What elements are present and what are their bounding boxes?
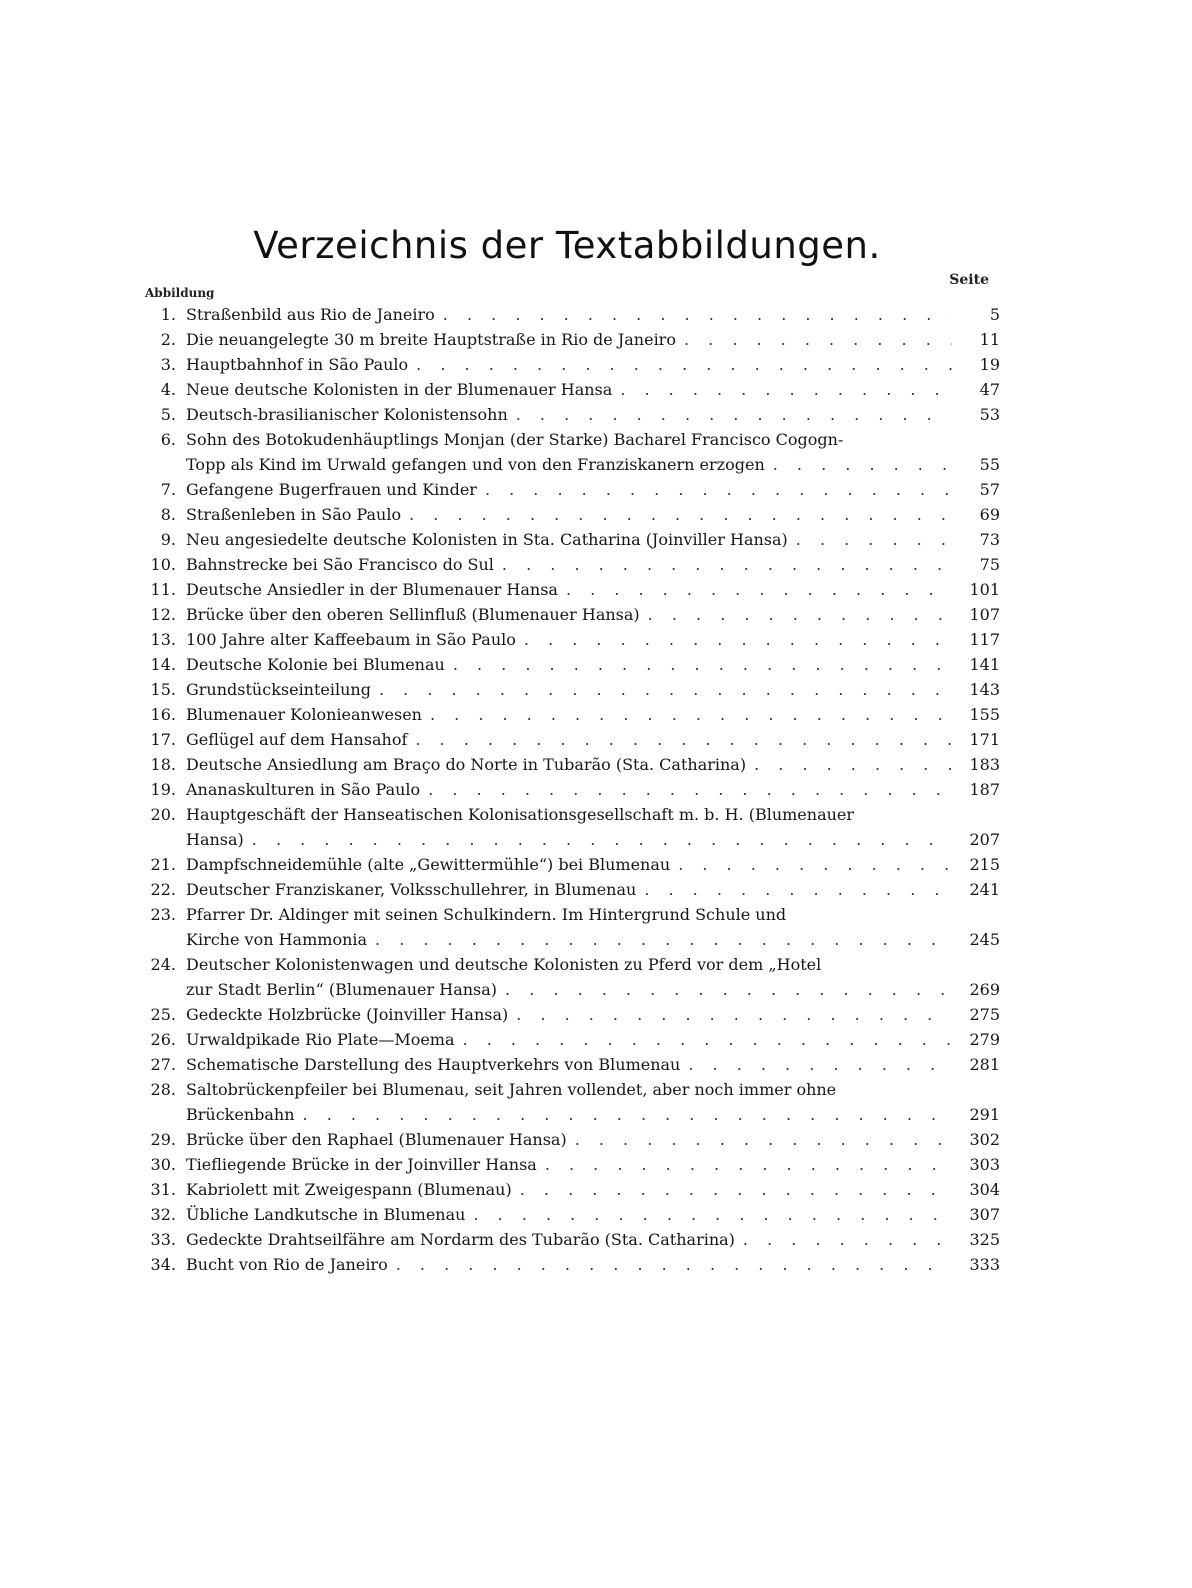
- page-number: 275: [969, 1005, 1000, 1024]
- page-number: 303: [969, 1155, 1000, 1174]
- list-item: [128, 402, 1000, 427]
- figure-caption-row: [186, 777, 1000, 802]
- figure-caption-row: [186, 1202, 1000, 1227]
- figure-number: 34.: [150, 1255, 176, 1274]
- figure-number: 8.: [160, 505, 176, 524]
- dot-leader: [620, 377, 952, 402]
- list-item: [128, 502, 1000, 527]
- figure-caption-row: [186, 1027, 1000, 1052]
- figure-number: 30.: [150, 1155, 176, 1174]
- figure-number: 29.: [150, 1130, 176, 1149]
- column-header-abbildung: Abbildung: [145, 286, 215, 300]
- page-number: 281: [969, 1055, 1000, 1074]
- figure-caption: Schematische Darstellung des Hauptverkehrs von Blumenau: [186, 1055, 681, 1074]
- dot-leader: [409, 502, 952, 527]
- figure-number: 11.: [150, 580, 176, 599]
- figure-caption: Deutsch-brasilianischer Kolonistensohn: [186, 405, 508, 424]
- page-number: 241: [969, 880, 1000, 899]
- figure-number: 2.: [160, 330, 176, 349]
- list-item: [128, 302, 1000, 327]
- list-item: [128, 327, 1000, 352]
- figure-caption-line: Sohn des Botokudenhäuptlings Monjan (der Starke) Bacharel Francisco Cogogn-: [186, 430, 844, 449]
- figure-number: 28.: [150, 1080, 176, 1099]
- figure-number: 14.: [150, 655, 176, 674]
- figure-caption-row: [186, 1252, 1000, 1277]
- figure-caption: zur Stadt Berlin“ (Blumenauer Hansa): [186, 980, 498, 999]
- dot-leader: [566, 577, 952, 602]
- page-number: 75: [979, 555, 1000, 574]
- figure-caption: 100 Jahre alter Kaffeebaum in São Paulo: [186, 630, 516, 649]
- figure-caption-row: [186, 827, 1000, 852]
- figure-caption-row: [186, 677, 1000, 702]
- figure-caption: Hansa): [186, 830, 244, 849]
- figure-caption-row: [186, 602, 1000, 627]
- column-header-seite: Seite: [949, 272, 989, 288]
- figure-number: 32.: [150, 1205, 176, 1224]
- figure-number: 19.: [150, 780, 176, 799]
- figure-caption: Gedeckte Holzbrücke (Joinviller Hansa): [186, 1005, 509, 1024]
- list-item: [128, 352, 1000, 377]
- figure-caption: Deutsche Ansiedler in der Blumenauer Hansa: [186, 580, 558, 599]
- page-number: 53: [979, 405, 1000, 424]
- page-number: 107: [969, 605, 1000, 624]
- figure-caption-row: [186, 627, 1000, 652]
- page-number: 5: [989, 305, 1000, 324]
- figure-caption: Deutscher Franziskaner, Volksschullehrer, in Blumenau: [186, 880, 637, 899]
- dot-leader: [648, 602, 952, 627]
- dot-leader: [516, 1002, 952, 1027]
- figure-caption: Straßenbild aus Rio de Janeiro: [186, 305, 435, 324]
- figure-caption: Deutsche Kolonie bei Blumenau: [186, 655, 445, 674]
- figure-caption-row: [186, 702, 1000, 727]
- dot-leader: [520, 1177, 952, 1202]
- list-item: [128, 577, 1000, 602]
- figure-caption-row: [186, 302, 1000, 327]
- figure-number: 25.: [150, 1005, 176, 1024]
- figure-caption-row: [186, 977, 1000, 1002]
- figure-number: 10.: [150, 555, 176, 574]
- page-number: 73: [979, 530, 1000, 549]
- figure-caption: Geflügel auf dem Hansahof: [186, 730, 408, 749]
- figure-number: 7.: [160, 480, 176, 499]
- dot-leader: [252, 827, 952, 852]
- page-number: 141: [969, 655, 1000, 674]
- list-item: [128, 1127, 1000, 1152]
- dot-leader: [773, 452, 952, 477]
- dot-leader: [453, 652, 952, 677]
- figure-number: 23.: [150, 905, 176, 924]
- figure-number: 4.: [160, 380, 176, 399]
- list-item: [128, 752, 1000, 777]
- list-item: [128, 952, 1000, 1002]
- figure-caption: Bucht von Rio de Janeiro: [186, 1255, 388, 1274]
- list-item: [128, 552, 1000, 577]
- dot-leader: [754, 752, 952, 777]
- list-item: [128, 627, 1000, 652]
- page-number: 143: [969, 680, 1000, 699]
- page-number: 183: [969, 755, 1000, 774]
- list-item: [128, 377, 1000, 402]
- figure-caption: Neue deutsche Kolonisten in der Blumenauer Hansa: [186, 380, 613, 399]
- page-number: 69: [979, 505, 1000, 524]
- figure-number: 12.: [150, 605, 176, 624]
- dot-leader: [416, 352, 952, 377]
- page-number: 245: [969, 930, 1000, 949]
- list-item: [128, 1152, 1000, 1177]
- figure-number: 27.: [150, 1055, 176, 1074]
- figure-caption-row: [186, 352, 1000, 377]
- list-item: [128, 702, 1000, 727]
- figure-number: 17.: [150, 730, 176, 749]
- dot-leader: [428, 777, 952, 802]
- figure-caption: Deutsche Ansiedlung am Braço do Norte in Tubarão (Sta. Catharina): [186, 755, 747, 774]
- list-item: [128, 1027, 1000, 1052]
- figure-number: 31.: [150, 1180, 176, 1199]
- figure-caption: Brücke über den Raphael (Blumenauer Hansa): [186, 1130, 567, 1149]
- list-item: [128, 1227, 1000, 1252]
- page-number: 187: [969, 780, 1000, 799]
- figure-caption-row: [186, 1177, 1000, 1202]
- page-number: 207: [969, 830, 1000, 849]
- figure-caption: Blumenauer Kolonieanwesen: [186, 705, 422, 724]
- list-item: [128, 902, 1000, 952]
- figure-caption-row: [186, 402, 1000, 427]
- figure-caption-row: [186, 852, 1000, 877]
- figure-number: 3.: [160, 355, 176, 374]
- page-number: 171: [969, 730, 1000, 749]
- dot-leader: [743, 1227, 952, 1252]
- page-number: 101: [969, 580, 1000, 599]
- page-number: 11: [979, 330, 1000, 349]
- list-item: [128, 652, 1000, 677]
- dot-leader: [516, 402, 952, 427]
- dot-leader: [505, 977, 952, 1002]
- figure-caption: Tiefliegende Brücke in der Joinviller Hansa: [186, 1155, 537, 1174]
- page-title: Verzeichnis der Textabbildungen.: [253, 224, 881, 267]
- figure-number: 18.: [150, 755, 176, 774]
- page-number: 333: [969, 1255, 1000, 1274]
- dot-leader: [684, 327, 952, 352]
- figure-caption: Übliche Landkutsche in Blumenau: [186, 1205, 466, 1224]
- page-number: 117: [969, 630, 1000, 649]
- figure-caption: Ananaskulturen in São Paulo: [186, 780, 421, 799]
- page-number: 155: [969, 705, 1000, 724]
- list-item: [128, 677, 1000, 702]
- page-number: 269: [969, 980, 1000, 999]
- figure-caption-row: [186, 452, 1000, 477]
- dot-leader: [303, 1102, 952, 1127]
- figure-caption-row: [186, 1052, 1000, 1077]
- page-number: 325: [969, 1230, 1000, 1249]
- figure-caption-row: [186, 877, 1000, 902]
- dot-leader: [443, 302, 952, 327]
- list-item: [128, 427, 1000, 477]
- dot-leader: [545, 1152, 952, 1177]
- dot-leader: [796, 527, 952, 552]
- figure-number: 21.: [150, 855, 176, 874]
- list-item: [128, 1252, 1000, 1277]
- list-item: [128, 1177, 1000, 1202]
- figure-caption-row: [186, 527, 1000, 552]
- figure-number: 9.: [160, 530, 176, 549]
- figure-number: 26.: [150, 1030, 176, 1049]
- figure-caption: Topp als Kind im Urwald gefangen und von den Franziskanern erzogen: [186, 455, 765, 474]
- figure-caption: Brückenbahn: [186, 1105, 295, 1124]
- figure-caption-row: [186, 327, 1000, 352]
- figure-caption-row: [186, 1127, 1000, 1152]
- page-number: 57: [979, 480, 1000, 499]
- list-item: [128, 602, 1000, 627]
- dot-leader: [644, 877, 952, 902]
- figure-caption-row: [186, 1102, 1000, 1127]
- dot-leader: [473, 1202, 952, 1227]
- figure-number: 24.: [150, 955, 176, 974]
- figure-caption: Bahnstrecke bei São Francisco do Sul: [186, 555, 494, 574]
- page-number: 291: [969, 1105, 1000, 1124]
- figure-caption: Gefangene Bugerfrauen und Kinder: [186, 480, 477, 499]
- figure-caption-line: Deutscher Kolonistenwagen und deutsche Kolonisten zu Pferd vor dem „Hotel: [186, 955, 822, 974]
- figure-caption-row: [186, 552, 1000, 577]
- dot-leader: [379, 677, 952, 702]
- dot-leader: [688, 1052, 952, 1077]
- page-number: 215: [969, 855, 1000, 874]
- dot-leader: [375, 927, 952, 952]
- figure-caption: Grundstückseinteilung: [186, 680, 371, 699]
- figure-caption: Straßenleben in São Paulo: [186, 505, 402, 524]
- figure-caption: Gedeckte Drahtseilfähre am Nordarm des Tubarão (Sta. Catharina): [186, 1230, 735, 1249]
- figure-number: 5.: [160, 405, 176, 424]
- figure-caption: Neu angesiedelte deutsche Kolonisten in Sta. Catharina (Joinviller Hansa): [186, 530, 788, 549]
- figure-caption-row: [186, 577, 1000, 602]
- page-number: 19: [979, 355, 1000, 374]
- dot-leader: [430, 702, 952, 727]
- figure-caption: Kirche von Hammonia: [186, 930, 368, 949]
- list-item: [128, 777, 1000, 802]
- dot-leader: [524, 627, 952, 652]
- dot-leader: [415, 727, 952, 752]
- dot-leader: [678, 852, 952, 877]
- page-number: 55: [979, 455, 1000, 474]
- list-item: [128, 1202, 1000, 1227]
- list-item: [128, 727, 1000, 752]
- figure-caption-row: [186, 1002, 1000, 1027]
- list-item: [128, 1002, 1000, 1027]
- figure-caption: Kabriolett mit Zweigespann (Blumenau): [186, 1180, 512, 1199]
- page-number: 302: [969, 1130, 1000, 1149]
- figure-caption-line: Hauptgeschäft der Hanseatischen Kolonisationsgesellschaft m. b. H. (Blumenauer: [186, 805, 855, 824]
- dot-leader: [396, 1252, 952, 1277]
- figure-number: 6.: [160, 430, 176, 449]
- figure-caption-row: [186, 1152, 1000, 1177]
- figure-number: 15.: [150, 680, 176, 699]
- dot-leader: [463, 1027, 952, 1052]
- figure-caption-line: Saltobrückenpfeiler bei Blumenau, seit Jahren vollendet, aber noch immer ohne: [186, 1080, 837, 1099]
- figure-caption: Dampfschneidemühle (alte „Gewittermühle“) bei Blumenau: [186, 855, 671, 874]
- figure-number: 33.: [150, 1230, 176, 1249]
- page-number: 47: [979, 380, 1000, 399]
- list-item: [128, 852, 1000, 877]
- dot-leader: [485, 477, 952, 502]
- figure-number: 13.: [150, 630, 176, 649]
- dot-leader: [575, 1127, 952, 1152]
- page-number: 279: [969, 1030, 1000, 1049]
- list-item: [128, 1077, 1000, 1127]
- figure-caption-row: [186, 1227, 1000, 1252]
- figure-number: 20.: [150, 805, 176, 824]
- page-number: 304: [969, 1180, 1000, 1199]
- figure-caption: Hauptbahnhof in São Paulo: [186, 355, 409, 374]
- list-item: [128, 1052, 1000, 1077]
- figure-number: 16.: [150, 705, 176, 724]
- figure-caption: Urwaldpikade Rio Plate—Moema: [186, 1030, 455, 1049]
- figure-number: 1.: [160, 305, 176, 324]
- figure-caption-row: [186, 752, 1000, 777]
- figure-caption-row: [186, 477, 1000, 502]
- page-number: 307: [969, 1205, 1000, 1224]
- figure-caption-row: [186, 927, 1000, 952]
- figure-list: [128, 302, 1000, 1277]
- figure-caption-line: Pfarrer Dr. Aldinger mit seinen Schulkindern. Im Hintergrund Schule und: [186, 905, 787, 924]
- list-item: [128, 802, 1000, 852]
- list-item: [128, 527, 1000, 552]
- list-item: [128, 477, 1000, 502]
- list-item: [128, 877, 1000, 902]
- figure-number: 22.: [150, 880, 176, 899]
- figure-caption-row: [186, 502, 1000, 527]
- figure-caption-row: [186, 727, 1000, 752]
- figure-caption: Brücke über den oberen Sellinfluß (Blumenauer Hansa): [186, 605, 640, 624]
- figure-caption-row: [186, 377, 1000, 402]
- dot-leader: [502, 552, 952, 577]
- figure-caption-row: [186, 652, 1000, 677]
- figure-caption: Die neuangelegte 30 m breite Hauptstraße in Rio de Janeiro: [186, 330, 676, 349]
